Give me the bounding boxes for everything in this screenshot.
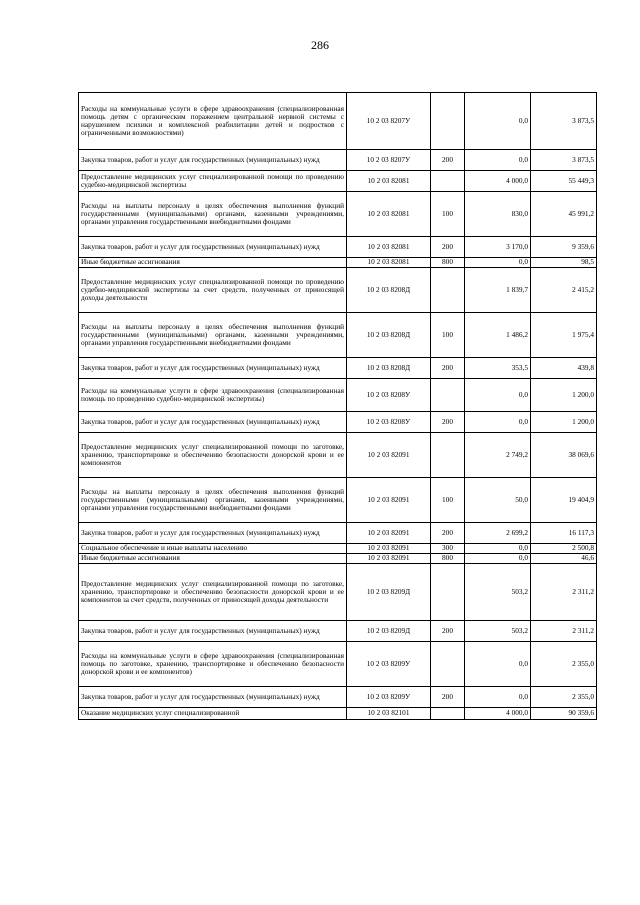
amount-column-4-cell: 1 486,2 xyxy=(465,313,531,358)
table-row xyxy=(79,554,597,564)
expense-name-cell: Закупка товаров, работ и услуг для государственных (муниципальных) нужд xyxy=(79,621,347,642)
expense-name-cell: Закупка товаров, работ и услуг для государственных (муниципальных) нужд xyxy=(79,358,347,379)
table-row xyxy=(79,150,597,171)
target-article-code-cell: 10 2 03 82081 xyxy=(347,237,431,258)
expense-name-cell: Расходы на коммунальные услуги в сфере здравоохранения (специализированная помощь по заготовке, хранению, транспортировке и обеспечению безопасности донорской крови и ее компонентов) xyxy=(79,642,347,687)
target-article-code-cell: 10 2 03 8209Д xyxy=(347,564,431,621)
expense-type-cell: 200 xyxy=(431,523,465,544)
expense-type-cell xyxy=(431,642,465,687)
amount-column-5-cell: 9 359,6 xyxy=(531,237,597,258)
amount-column-5-cell: 55 449,3 xyxy=(531,171,597,192)
expense-name-cell: Расходы на выплаты персоналу в целях обеспечения выполнения функций государственными (муниципальными) органами, казенными учреждениями, органами управления государственными внебюджетными фондами xyxy=(79,192,347,237)
table-row xyxy=(79,478,597,523)
budget-table-body xyxy=(79,93,597,720)
table-row xyxy=(79,268,597,313)
amount-column-4-cell: 503,2 xyxy=(465,564,531,621)
amount-column-4-cell: 0,0 xyxy=(465,544,531,554)
expense-type-cell xyxy=(431,433,465,478)
amount-column-5-cell: 1 200,0 xyxy=(531,379,597,412)
amount-column-5-cell: 3 873,5 xyxy=(531,150,597,171)
amount-column-5-cell: 46,6 xyxy=(531,554,597,564)
expense-name-cell: Иные бюджетные ассигнования xyxy=(79,554,347,564)
target-article-code-cell: 10 2 03 82081 xyxy=(347,192,431,237)
amount-column-5-cell: 3 873,5 xyxy=(531,93,597,150)
expense-type-cell: 200 xyxy=(431,358,465,379)
amount-column-4-cell: 2 699,2 xyxy=(465,523,531,544)
amount-column-5-cell: 2 355,0 xyxy=(531,642,597,687)
target-article-code-cell: 10 2 03 82091 xyxy=(347,478,431,523)
expense-name-cell: Закупка товаров, работ и услуг для государственных (муниципальных) нужд xyxy=(79,412,347,433)
target-article-code-cell: 10 2 03 8209У xyxy=(347,687,431,708)
amount-column-4-cell: 3 170,0 xyxy=(465,237,531,258)
amount-column-4-cell: 2 749,2 xyxy=(465,433,531,478)
amount-column-4-cell: 0,0 xyxy=(465,379,531,412)
expense-name-cell: Предоставление медицинских услуг специализированной помощи по заготовке, хранению, транспортировке и обеспечению безопасности донорской крови и ее компонентов за счет средств, полученных от приносящей доходы деятельности xyxy=(79,564,347,621)
expense-type-cell: 100 xyxy=(431,478,465,523)
table-row xyxy=(79,544,597,554)
amount-column-5-cell: 16 117,3 xyxy=(531,523,597,544)
expense-type-cell: 300 xyxy=(431,544,465,554)
amount-column-5-cell: 2 311,2 xyxy=(531,621,597,642)
target-article-code-cell: 10 2 03 82091 xyxy=(347,433,431,478)
table-row xyxy=(79,313,597,358)
table-row xyxy=(79,708,597,720)
amount-column-5-cell: 38 069,6 xyxy=(531,433,597,478)
amount-column-4-cell: 0,0 xyxy=(465,687,531,708)
amount-column-4-cell: 1 839,7 xyxy=(465,268,531,313)
amount-column-4-cell: 50,0 xyxy=(465,478,531,523)
amount-column-4-cell: 0,0 xyxy=(465,258,531,268)
table-row xyxy=(79,687,597,708)
amount-column-4-cell: 0,0 xyxy=(465,554,531,564)
expense-type-cell xyxy=(431,708,465,720)
amount-column-5-cell: 1 200,0 xyxy=(531,412,597,433)
expense-name-cell: Закупка товаров, работ и услуг для государственных (муниципальных) нужд xyxy=(79,237,347,258)
expense-name-cell: Социальное обеспечение и иные выплаты населению xyxy=(79,544,347,554)
expense-type-cell: 200 xyxy=(431,621,465,642)
expense-name-cell: Расходы на коммунальные услуги в сфере здравоохранения (специализированная помощь по проведению судебно-медицинской экспертизы) xyxy=(79,379,347,412)
table-row xyxy=(79,192,597,237)
table-row xyxy=(79,621,597,642)
expense-name-cell: Предоставление медицинских услуг специализированной помощи по проведению судебно-медицинской экспертизы за счет средств, полученных от приносящей доходы деятельности xyxy=(79,268,347,313)
expense-type-cell xyxy=(431,93,465,150)
target-article-code-cell: 10 2 03 82091 xyxy=(347,544,431,554)
expense-type-cell: 100 xyxy=(431,313,465,358)
expense-name-cell: Закупка товаров, работ и услуг для государственных (муниципальных) нужд xyxy=(79,523,347,544)
budget-table xyxy=(78,92,597,720)
table-row xyxy=(79,564,597,621)
expense-type-cell xyxy=(431,171,465,192)
amount-column-4-cell: 0,0 xyxy=(465,93,531,150)
target-article-code-cell: 10 2 03 8208Д xyxy=(347,268,431,313)
target-article-code-cell: 10 2 03 8207У xyxy=(347,150,431,171)
expense-name-cell: Расходы на выплаты персоналу в целях обеспечения выполнения функций государственными (муниципальными) органами, казенными учреждениями, органами управления государственными внебюджетными фондами xyxy=(79,313,347,358)
amount-column-5-cell: 2 415,2 xyxy=(531,268,597,313)
amount-column-5-cell: 98,5 xyxy=(531,258,597,268)
expense-type-cell: 200 xyxy=(431,412,465,433)
expense-name-cell: Предоставление медицинских услуг специализированной помощи по заготовке, хранению, транспортировке и обеспечению безопасности донорской крови и ее компонентов xyxy=(79,433,347,478)
target-article-code-cell: 10 2 03 8208Д xyxy=(347,358,431,379)
target-article-code-cell: 10 2 03 8208У xyxy=(347,412,431,433)
expense-name-cell: Закупка товаров, работ и услуг для государственных (муниципальных) нужд xyxy=(79,150,347,171)
amount-column-5-cell: 19 404,9 xyxy=(531,478,597,523)
target-article-code-cell: 10 2 03 82081 xyxy=(347,258,431,268)
table-row xyxy=(79,258,597,268)
table-row xyxy=(79,642,597,687)
target-article-code-cell: 10 2 03 82081 xyxy=(347,171,431,192)
table-row xyxy=(79,433,597,478)
table-row xyxy=(79,358,597,379)
expense-type-cell: 200 xyxy=(431,150,465,171)
amount-column-4-cell: 0,0 xyxy=(465,412,531,433)
expense-type-cell: 800 xyxy=(431,554,465,564)
page-number: 286 xyxy=(311,38,329,52)
expense-name-cell: Закупка товаров, работ и услуг для государственных (муниципальных) нужд xyxy=(79,687,347,708)
amount-column-4-cell: 830,0 xyxy=(465,192,531,237)
expense-name-cell: Оказание медицинских услуг специализированной xyxy=(79,708,347,720)
amount-column-4-cell: 4 000,0 xyxy=(465,171,531,192)
target-article-code-cell: 10 2 03 82101 xyxy=(347,708,431,720)
amount-column-4-cell: 0,0 xyxy=(465,150,531,171)
table-row xyxy=(79,237,597,258)
amount-column-5-cell: 45 991,2 xyxy=(531,192,597,237)
target-article-code-cell: 10 2 03 8207У xyxy=(347,93,431,150)
expense-type-cell xyxy=(431,379,465,412)
expense-type-cell: 200 xyxy=(431,237,465,258)
expense-type-cell xyxy=(431,564,465,621)
expense-name-cell: Предоставление медицинских услуг специализированной помощи по проведению судебно-медицинской экспертизы xyxy=(79,171,347,192)
amount-column-4-cell: 0,0 xyxy=(465,642,531,687)
expense-type-cell: 100 xyxy=(431,192,465,237)
amount-column-5-cell: 439,8 xyxy=(531,358,597,379)
expense-name-cell: Расходы на выплаты персоналу в целях обеспечения выполнения функций государственными (муниципальными) органами, казенными учреждениями, органами управления государственными внебюджетными фондами xyxy=(79,478,347,523)
target-article-code-cell: 10 2 03 8208Д xyxy=(347,313,431,358)
expense-type-cell xyxy=(431,268,465,313)
amount-column-4-cell: 353,5 xyxy=(465,358,531,379)
amount-column-5-cell: 2 500,8 xyxy=(531,544,597,554)
target-article-code-cell: 10 2 03 82091 xyxy=(347,523,431,544)
target-article-code-cell: 10 2 03 8209У xyxy=(347,642,431,687)
amount-column-5-cell: 1 975,4 xyxy=(531,313,597,358)
target-article-code-cell: 10 2 03 8209Д xyxy=(347,621,431,642)
target-article-code-cell: 10 2 03 8208У xyxy=(347,379,431,412)
expense-type-cell: 200 xyxy=(431,687,465,708)
amount-column-4-cell: 503,2 xyxy=(465,621,531,642)
amount-column-5-cell: 2 355,0 xyxy=(531,687,597,708)
target-article-code-cell: 10 2 03 82091 xyxy=(347,554,431,564)
table-row xyxy=(79,412,597,433)
amount-column-5-cell: 2 311,2 xyxy=(531,564,597,621)
expense-name-cell: Расходы на коммунальные услуги в сфере здравоохранения (специализированная помощь детям с органическим поражением центральной нервной системы с нарушением психики и комплексной реабилитации детей и подростков с ограниченными возможностями) xyxy=(79,93,347,150)
expense-name-cell: Иные бюджетные ассигнования xyxy=(79,258,347,268)
table-row xyxy=(79,379,597,412)
table-row xyxy=(79,171,597,192)
table-row xyxy=(79,523,597,544)
table-row xyxy=(79,93,597,150)
amount-column-5-cell: 90 359,6 xyxy=(531,708,597,720)
amount-column-4-cell: 4 000,0 xyxy=(465,708,531,720)
expense-type-cell: 800 xyxy=(431,258,465,268)
